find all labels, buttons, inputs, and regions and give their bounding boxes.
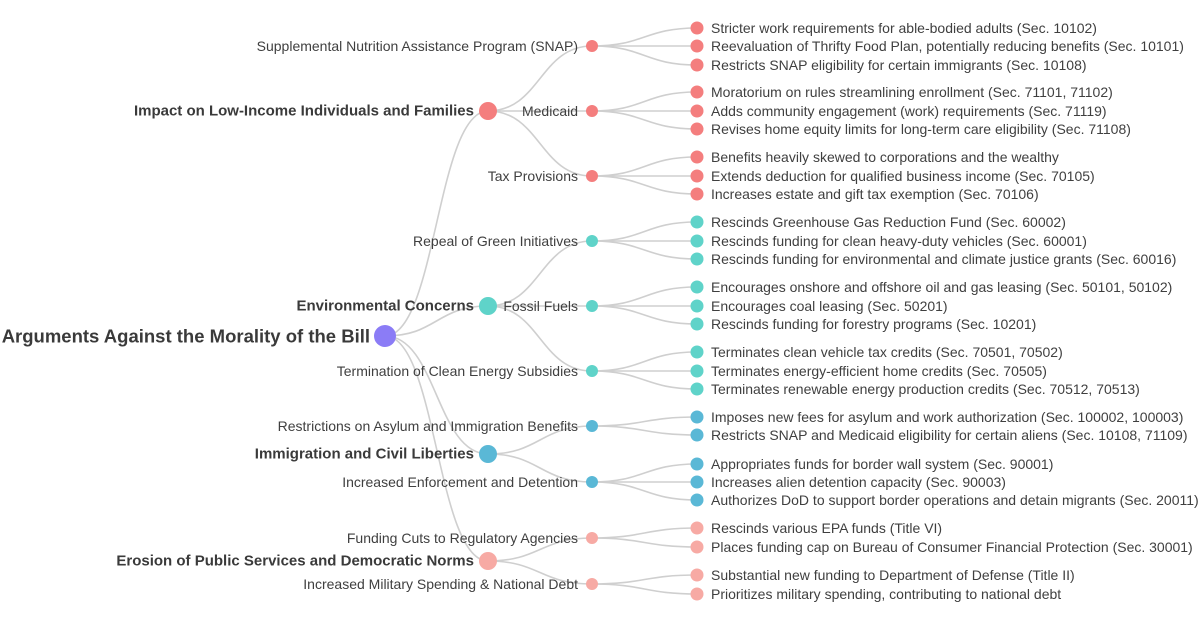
leaf-node[interactable] [691, 346, 704, 359]
leaf-node[interactable] [691, 429, 704, 442]
link-root-to-category [385, 336, 488, 454]
branch-label: Increased Enforcement and Detention [342, 474, 578, 490]
link-branch-to-leaf [592, 287, 697, 306]
leaf-label: Prioritizes military spending, contributing to national debt [711, 586, 1062, 602]
link-category-to-branch [488, 241, 592, 306]
leaf-label: Adds community engagement (work) requirements (Sec. 71119) [711, 103, 1107, 119]
branch-label: Fossil Fuels [503, 298, 578, 314]
leaf-node[interactable] [691, 235, 704, 248]
branch-node-tax-provisions[interactable] [586, 170, 598, 182]
leaf-node[interactable] [691, 458, 704, 471]
branch-node-medicaid[interactable] [586, 105, 598, 117]
leaf-node[interactable] [691, 281, 704, 294]
leaf-node[interactable] [691, 59, 704, 72]
leaf-node[interactable] [691, 105, 704, 118]
leaf-node[interactable] [691, 300, 704, 313]
leaf-node[interactable] [691, 188, 704, 201]
leaf-label: Increases estate and gift tax exemption (Sec. 70106) [711, 186, 1039, 202]
leaf-node[interactable] [691, 569, 704, 582]
branch-node-restrictions-on-asylum-and-immigration-b[interactable] [586, 420, 598, 432]
link-branch-to-leaf [592, 157, 697, 176]
leaf-label: Imposes new fees for asylum and work authorization (Sec. 100002, 100003) [711, 409, 1184, 425]
leaf-node[interactable] [691, 318, 704, 331]
link-branch-to-leaf [592, 92, 697, 111]
link-branch-to-leaf [592, 352, 697, 371]
link-branch-to-leaf [592, 464, 697, 482]
link-branch-to-leaf [592, 538, 697, 547]
leaf-label: Places funding cap on Bureau of Consumer Financial Protection (Sec. 30001) [711, 539, 1193, 555]
leaf-label: Rescinds funding for environmental and climate justice grants (Sec. 60016) [711, 251, 1177, 267]
leaf-label: Reevaluation of Thrifty Food Plan, potentially reducing benefits (Sec. 10101) [711, 38, 1184, 54]
leaf-node[interactable] [691, 22, 704, 35]
leaf-label: Revises home equity limits for long-term care eligibility (Sec. 71108) [711, 121, 1131, 137]
root-label: Arguments Against the Morality of the Bill [1, 325, 370, 347]
leaf-label: Rescinds Greenhouse Gas Reduction Fund (Sec. 60002) [711, 214, 1066, 230]
leaf-label: Terminates clean vehicle tax credits (Sec. 70501, 70502) [711, 344, 1063, 360]
leaf-label: Appropriates funds for border wall system (Sec. 90001) [711, 456, 1054, 472]
branch-node-repeal-of-green-initiatives[interactable] [586, 235, 598, 247]
leaf-label: Increases alien detention capacity (Sec. 90003) [711, 474, 1006, 490]
leaf-label: Encourages coal leasing (Sec. 50201) [711, 298, 948, 314]
branch-node-supplemental-nutrition-assistance-progra[interactable] [586, 40, 598, 52]
leaf-label: Authorizes DoD to support border operations and detain migrants (Sec. 20011) [711, 492, 1199, 508]
link-branch-to-leaf [592, 46, 697, 65]
leaf-label: Restricts SNAP and Medicaid eligibility for certain aliens (Sec. 10108, 71109) [711, 427, 1188, 443]
branch-label: Funding Cuts to Regulatory Agencies [346, 530, 578, 546]
leaf-label: Terminates renewable energy production credits (Sec. 70512, 70513) [711, 381, 1140, 397]
link-branch-to-leaf [592, 417, 697, 426]
leaf-node[interactable] [691, 588, 704, 601]
link-branch-to-leaf [592, 426, 697, 435]
branch-node-increased-enforcement-and-detention[interactable] [586, 476, 598, 488]
leaf-label: Restricts SNAP eligibility for certain immigrants (Sec. 10108) [711, 57, 1087, 73]
leaf-label: Rescinds funding for forestry programs (Sec. 10201) [711, 316, 1037, 332]
leaf-node[interactable] [691, 170, 704, 183]
leaf-node[interactable] [691, 123, 704, 136]
link-category-to-branch [488, 111, 592, 176]
category-node-immigration-and-civil-liberties[interactable] [479, 445, 497, 463]
category-node-impact-on-low-income-individuals-and-fam[interactable] [479, 102, 497, 120]
category-label: Environmental Concerns [296, 297, 474, 315]
link-branch-to-leaf [592, 584, 697, 594]
link-branch-to-leaf [592, 371, 697, 389]
link-branch-to-leaf [592, 528, 697, 538]
category-label: Erosion of Public Services and Democratic Norms [116, 552, 474, 570]
leaf-node[interactable] [691, 40, 704, 53]
leaf-node[interactable] [691, 522, 704, 535]
leaf-node[interactable] [691, 86, 704, 99]
leaf-node[interactable] [691, 476, 704, 489]
branch-node-increased-military-spending-national-deb[interactable] [586, 578, 598, 590]
category-node-erosion-of-public-services-and-democrati[interactable] [479, 552, 497, 570]
branch-label: Termination of Clean Energy Subsidies [336, 363, 578, 379]
link-branch-to-leaf [592, 575, 697, 584]
leaf-label: Benefits heavily skewed to corporations and the wealthy [711, 149, 1059, 165]
category-label: Immigration and Civil Liberties [254, 445, 474, 463]
leaf-label: Substantial new funding to Department of Defense (Title II) [711, 567, 1075, 583]
link-branch-to-leaf [592, 176, 697, 194]
leaf-node[interactable] [691, 365, 704, 378]
leaf-node[interactable] [691, 411, 704, 424]
branch-label: Restrictions on Asylum and Immigration Benefits [277, 418, 578, 434]
branch-label: Increased Military Spending & National Debt [303, 576, 578, 592]
category-node-environmental-concerns[interactable] [479, 297, 497, 315]
link-branch-to-leaf [592, 241, 697, 259]
leaf-label: Encourages onshore and offshore oil and gas leasing (Sec. 50101, 50102) [711, 279, 1173, 295]
branch-label: Medicaid [521, 103, 578, 119]
link-branch-to-leaf [592, 222, 697, 241]
leaf-node[interactable] [691, 541, 704, 554]
category-label: Impact on Low-Income Individuals and Families [133, 102, 474, 120]
leaf-node[interactable] [691, 216, 704, 229]
leaf-node[interactable] [691, 383, 704, 396]
link-category-to-branch [488, 306, 592, 371]
leaf-label: Extends deduction for qualified business income (Sec. 70105) [711, 168, 1095, 184]
link-branch-to-leaf [592, 306, 697, 324]
branch-node-fossil-fuels[interactable] [586, 300, 598, 312]
branch-label: Tax Provisions [487, 168, 578, 184]
leaf-node[interactable] [691, 151, 704, 164]
leaf-label: Moratorium on rules streamlining enrollment (Sec. 71101, 71102) [711, 84, 1113, 100]
link-branch-to-leaf [592, 111, 697, 129]
root-node[interactable] [374, 325, 396, 347]
branch-node-termination-of-clean-energy-subsidies[interactable] [586, 365, 598, 377]
leaf-label: Rescinds various EPA funds (Title VI) [711, 520, 943, 536]
branch-label: Repeal of Green Initiatives [413, 233, 578, 249]
leaf-node[interactable] [691, 253, 704, 266]
branch-label: Supplemental Nutrition Assistance Program (SNAP) [256, 38, 578, 54]
link-branch-to-leaf [592, 482, 697, 500]
leaf-node[interactable] [691, 494, 704, 507]
branch-node-funding-cuts-to-regulatory-agencies[interactable] [586, 532, 598, 544]
link-branch-to-leaf [592, 28, 697, 46]
link-category-to-branch [488, 46, 592, 111]
leaf-label: Terminates energy-efficient home credits (Sec. 70505) [711, 363, 1047, 379]
leaf-label: Stricter work requirements for able-bodied adults (Sec. 10102) [711, 20, 1097, 36]
leaf-label: Rescinds funding for clean heavy-duty vehicles (Sec. 60001) [711, 233, 1087, 249]
